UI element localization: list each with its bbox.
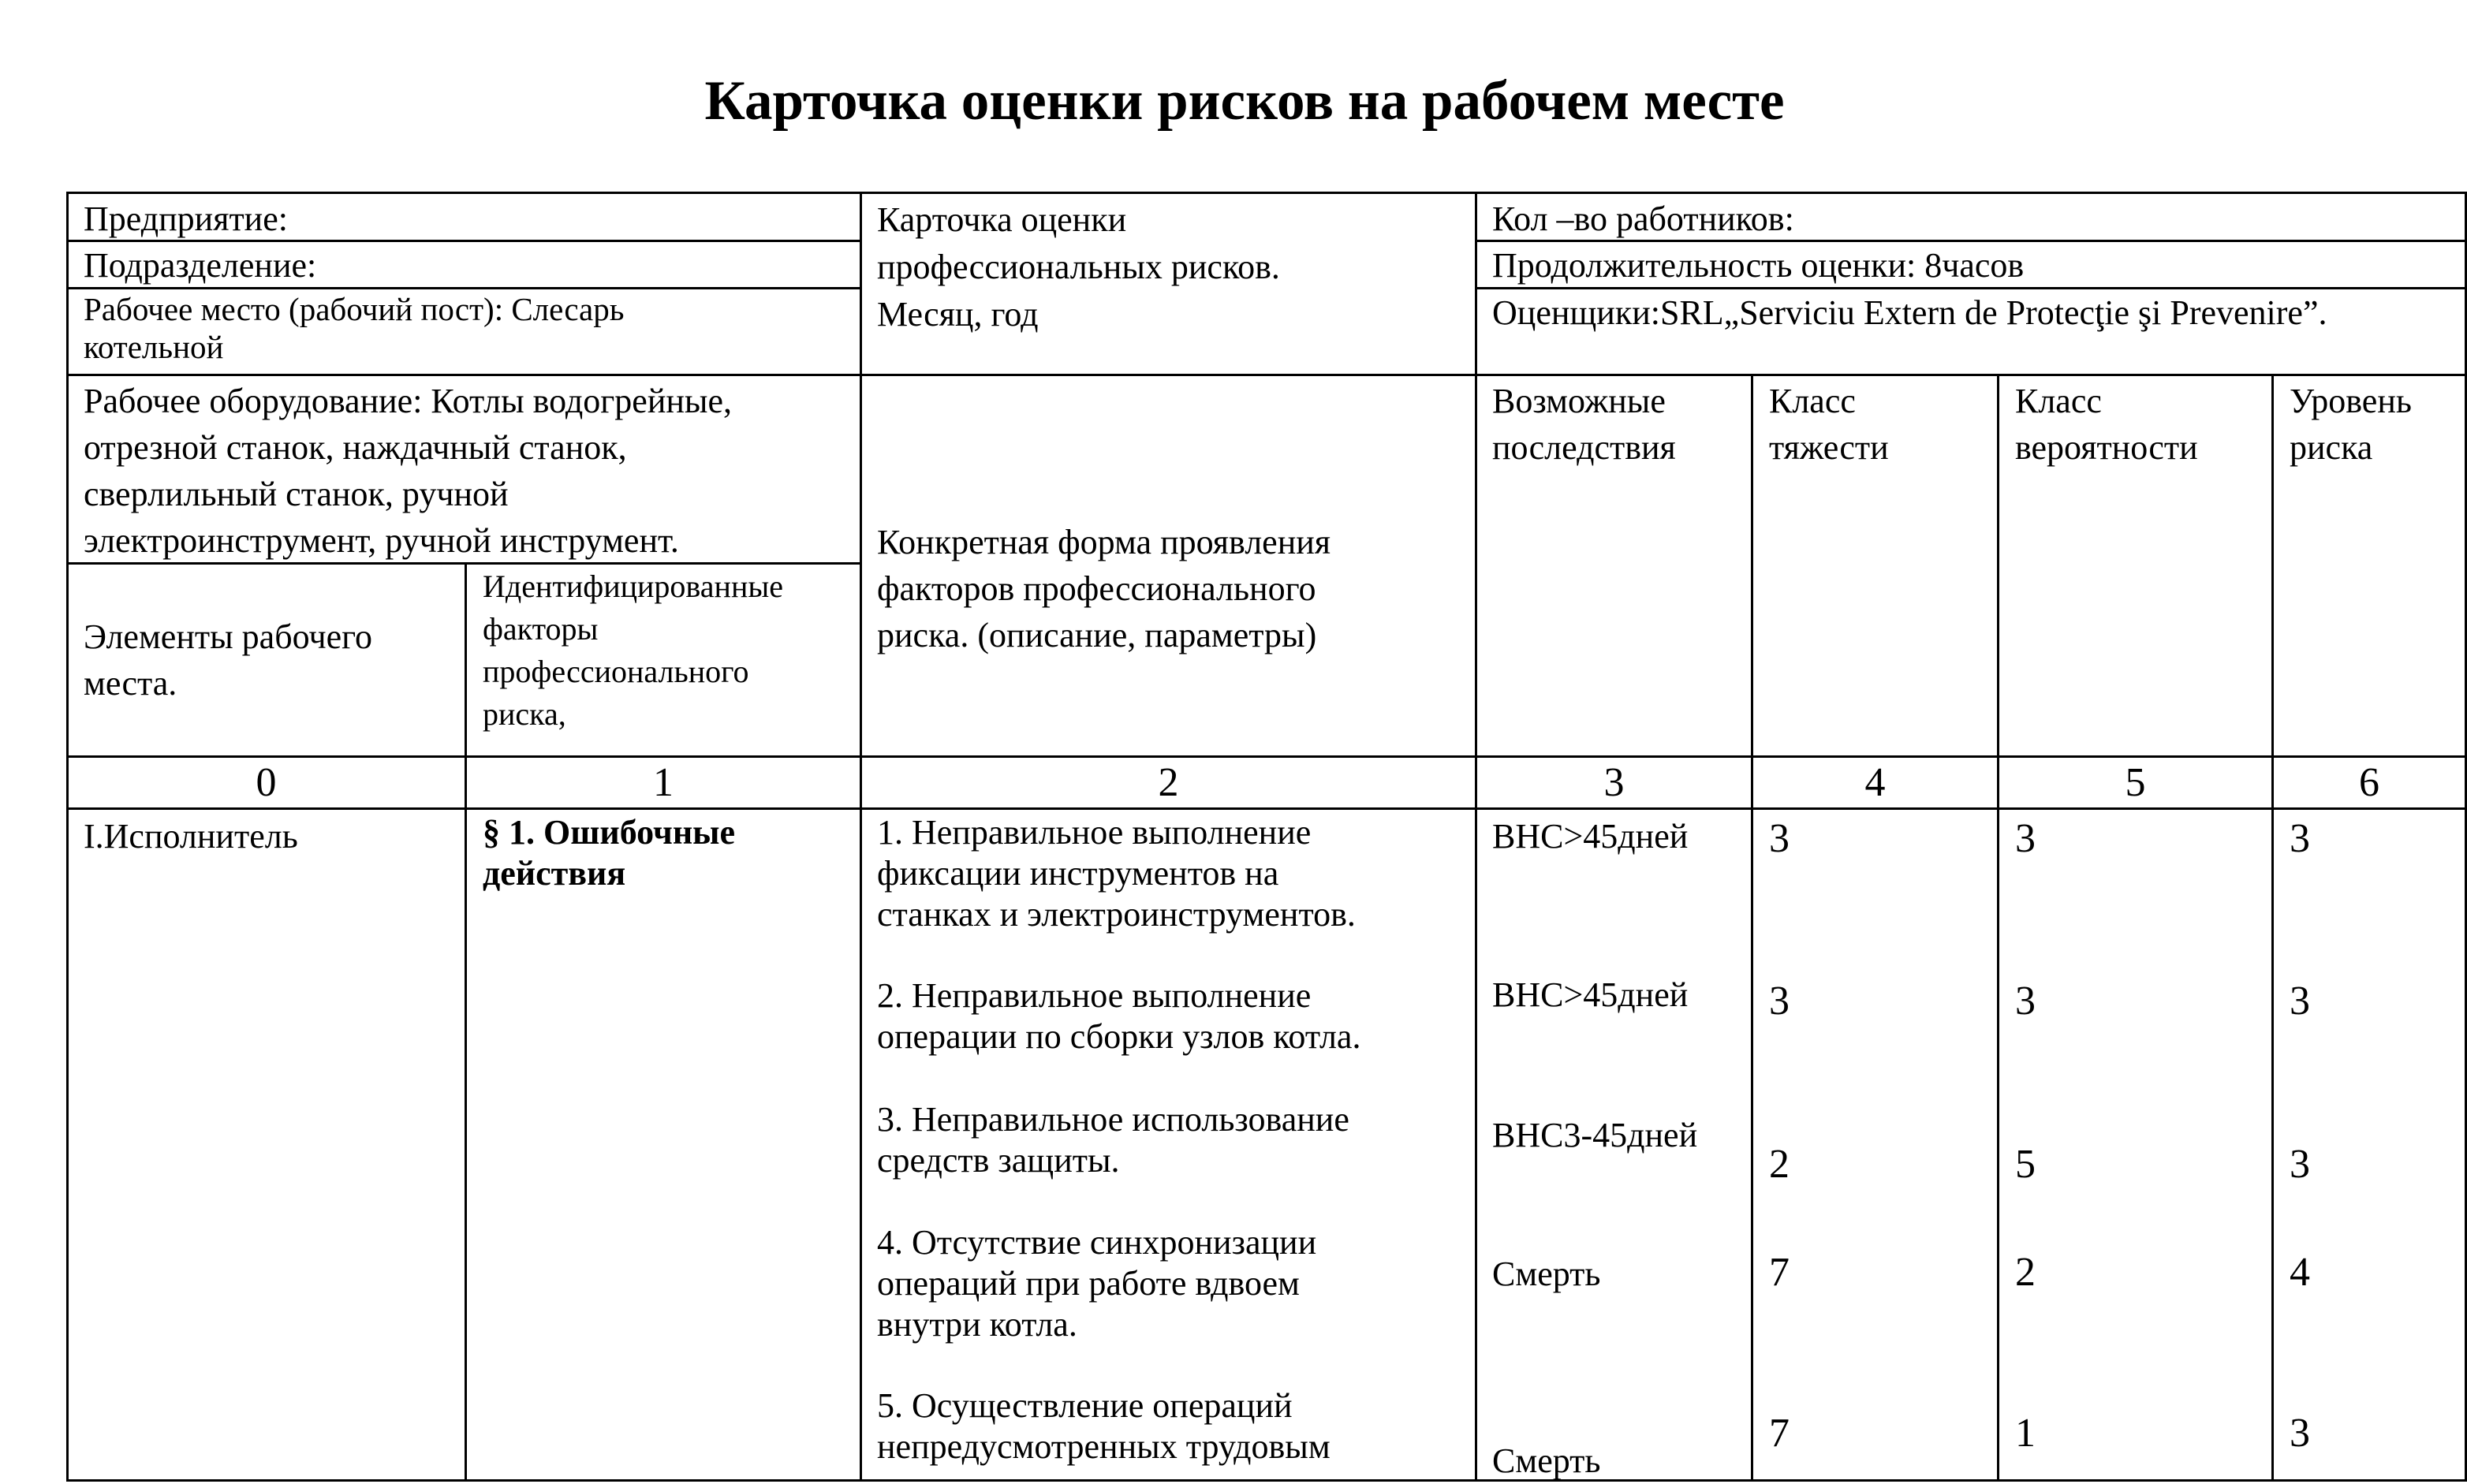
column-number: 3	[1603, 760, 1625, 805]
probability-value: 1	[2015, 1411, 2036, 1456]
consequence: Смерть	[1492, 1441, 1601, 1480]
divider	[1475, 192, 1477, 1482]
risk-header: Уровень риска	[2290, 382, 2412, 467]
severity-value: 7	[1769, 1411, 1790, 1456]
column-number: 0	[256, 760, 277, 805]
risk-description: 3. Неправильное использование средств защиты.	[877, 1100, 1349, 1180]
risk-value: 3	[2290, 979, 2310, 1024]
divider	[1751, 374, 1753, 1482]
divider	[66, 374, 2467, 376]
assessors-label: Оценщики:SRL„Serviciu Extern de Protecţie şi Prevenire”.	[1492, 293, 2327, 332]
divider	[2271, 374, 2274, 1482]
probability-header: Класс вероятности	[2015, 382, 2198, 467]
probability-value: 3	[2015, 816, 2036, 861]
workers-label: Кол –во работников:	[1492, 199, 1794, 238]
risk-value: 3	[2290, 816, 2310, 861]
column-number: 1	[653, 760, 674, 805]
probability-value: 5	[2015, 1142, 2036, 1187]
risk-description: 5. Осуществление операций непредусмотренных трудовым	[877, 1386, 1331, 1466]
duration-label: Продолжительность оценки: 8часов	[1492, 246, 2025, 285]
risk-description: 2. Неправильное выполнение операции по сборки узлов котла.	[877, 976, 1361, 1056]
probability-value: 3	[2015, 979, 2036, 1024]
factors-header: Идентифицированные факторы профессионального риска,	[483, 569, 783, 732]
consequence: ВНС3-45дней	[1492, 1116, 1698, 1154]
risk-description: 1. Неправильное выполнение фиксации инструментов на станках и электроинструментов.	[877, 813, 1356, 934]
table-border-left	[66, 192, 69, 1482]
column-number: 6	[2359, 760, 2379, 805]
column-number: 5	[2125, 760, 2146, 805]
divider	[66, 807, 2467, 810]
form-header: Конкретная форма проявления факторов профессионального риска. (описание, параметры)	[877, 523, 1331, 654]
division-label: Подразделение:	[84, 246, 317, 285]
divider	[860, 192, 862, 1482]
card-title: Карточка оценки профессиональных рисков. Месяц, год	[877, 200, 1280, 334]
consequence: ВНС>45дней	[1492, 975, 1689, 1014]
divider	[66, 755, 2467, 758]
risk-value: 3	[2290, 1411, 2310, 1456]
table-border-bottom	[66, 1479, 2467, 1482]
elements-header: Элементы рабочего места.	[84, 617, 373, 703]
risk-description: 4. Отсутствие синхронизации операций при работе вдвоем внутри котла.	[877, 1223, 1317, 1344]
risk-value: 4	[2290, 1250, 2310, 1295]
section-factor: § 1. Ошибочные действия	[483, 813, 736, 893]
consequences-header: Возможные последствия	[1492, 382, 1676, 467]
divider	[1997, 374, 1999, 1482]
risk-value: 3	[2290, 1142, 2310, 1187]
enterprise-label: Предприятие:	[84, 199, 288, 238]
consequence: ВНС>45дней	[1492, 817, 1689, 856]
column-number: 4	[1864, 760, 1886, 805]
severity-value: 7	[1769, 1250, 1790, 1295]
page-title: Карточка оценки рисков на рабочем месте	[704, 70, 1785, 132]
severity-value: 2	[1769, 1142, 1790, 1187]
workplace-label: Рабочее место (рабочий пост): Слесарь котельной	[84, 291, 625, 365]
probability-value: 2	[2015, 1250, 2036, 1295]
equipment-header: Рабочее оборудование: Котлы водогрейные, отрезной станок, наждачный станок, сверлильный станок, ручной электроинструмент, ручной инструмент.	[84, 382, 733, 560]
divider	[465, 562, 467, 1482]
severity-value: 3	[1769, 979, 1790, 1024]
section-element: I.Исполнитель	[84, 817, 298, 856]
severity-header: Класс тяжести	[1769, 382, 1889, 467]
severity-value: 3	[1769, 816, 1790, 861]
column-number: 2	[1158, 760, 1179, 805]
table-border-top	[66, 192, 2467, 194]
consequence: Смерть	[1492, 1255, 1601, 1293]
